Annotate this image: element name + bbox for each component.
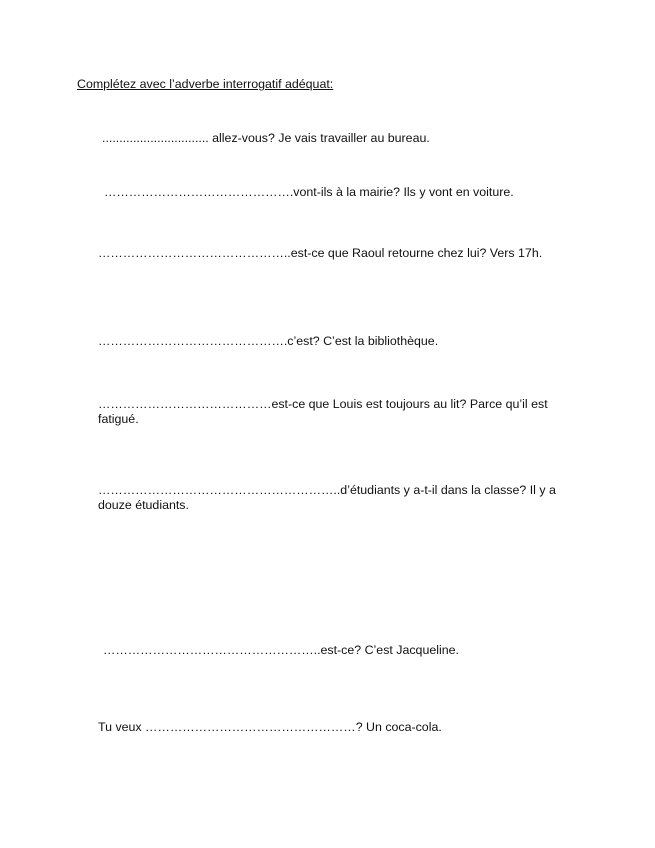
exercise-item-8: Tu veux ……………………………………………? Un coca-cola. bbox=[98, 720, 442, 734]
exercise-item-4: ……………………………………….c’est? C’est la bibliothèque. bbox=[98, 334, 439, 348]
exercise-item-3: ………………………………………..est-ce que Raoul retourne chez lui? Vers 17h. bbox=[98, 246, 543, 260]
exercise-item-6: …………………………………………………..d’étudiants y a-t-il dans la classe? Il y a douze étudiants. bbox=[98, 483, 560, 512]
exercise-item-1: ............................... allez-vous? Je vais travailler au bureau. bbox=[102, 131, 430, 145]
exercise-item-2: ……………………………………….vont-ils à la mairie? Ils y vont en voiture. bbox=[104, 185, 514, 199]
exercise-instructions: Complétez avec l’adverbe interrogatif adéquat: bbox=[77, 77, 334, 91]
exercise-item-5: ……………………………………est-ce que Louis est toujours au lit? Parce qu’il est fatigué. bbox=[98, 397, 552, 426]
exercise-item-7: ……………………………………………..est-ce? C’est Jacqueline. bbox=[103, 643, 459, 657]
